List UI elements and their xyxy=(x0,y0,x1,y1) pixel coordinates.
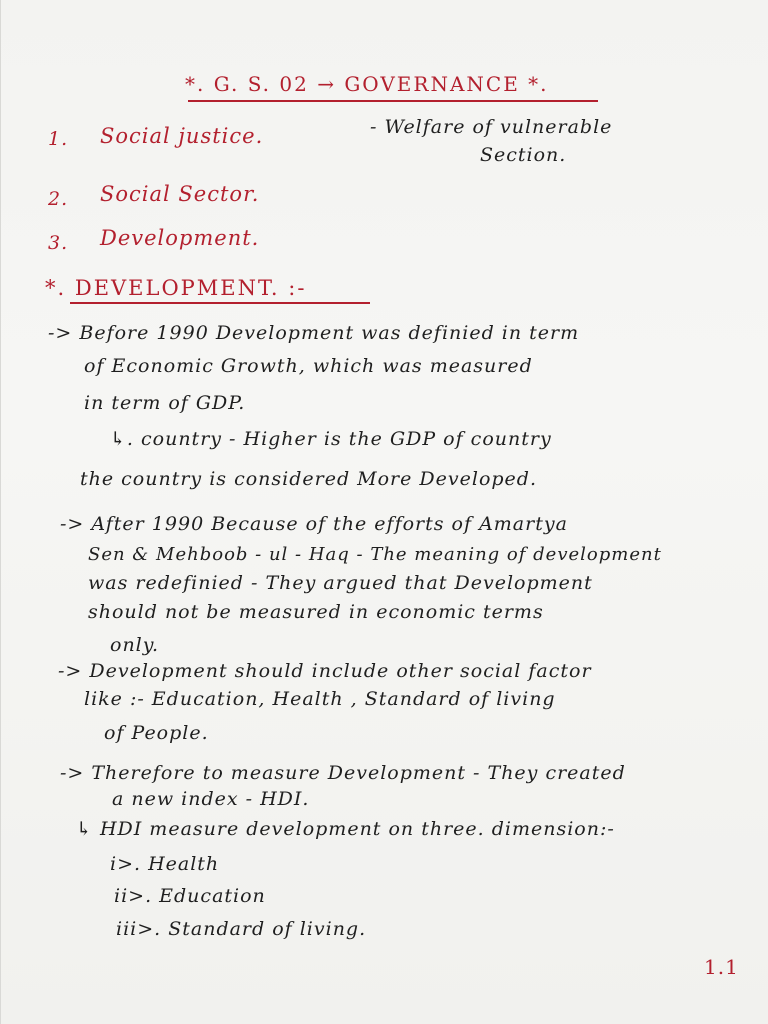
dimension-item: iii>. Standard of living. xyxy=(116,918,367,940)
note-line: -> After 1990 Because of the efforts of Amartya xyxy=(60,513,568,535)
note-line: only. xyxy=(110,634,160,656)
note-line: -> Before 1990 Development was definied in term xyxy=(48,322,580,344)
title-underline xyxy=(188,100,598,102)
topic-1-number: 1. xyxy=(48,128,69,150)
note-line: ↳ HDI measure development on three. dimension:- xyxy=(76,818,615,840)
page-number: 1.1 xyxy=(704,955,739,979)
topic-1-label: Social justice. xyxy=(100,124,264,148)
note-line: of People. xyxy=(104,722,209,744)
note-line: was redefinied - They argued that Development xyxy=(88,572,593,594)
note-line: like :- Education, Health , Standard of living xyxy=(84,688,556,710)
topic-1-note: - Welfare of vulnerable xyxy=(370,116,613,138)
page-title: *. G. S. 02 → GOVERNANCE *. xyxy=(185,72,549,96)
topic-1-note-cont: Section. xyxy=(480,144,567,166)
note-line: ↳. country - Higher is the GDP of country xyxy=(110,428,552,450)
dimension-item: i>. Health xyxy=(110,853,220,875)
note-line: -> Development should include other social factor xyxy=(58,660,592,682)
topic-3-number: 3. xyxy=(48,232,69,254)
note-line: a new index - HDI. xyxy=(112,788,310,810)
section-heading: *. DEVELOPMENT. :- xyxy=(45,276,307,300)
note-line: should not be measured in economic terms xyxy=(88,601,544,623)
section-heading-underline xyxy=(70,302,370,304)
topic-2-number: 2. xyxy=(48,188,69,210)
topic-3-label: Development. xyxy=(100,226,260,250)
topic-2-label: Social Sector. xyxy=(100,182,260,206)
note-line: in term of GDP. xyxy=(84,392,246,414)
note-line: the country is considered More Developed. xyxy=(80,468,537,490)
dimension-item: ii>. Education xyxy=(114,885,266,907)
note-line: -> Therefore to measure Development - They created xyxy=(60,762,626,784)
note-line: of Economic Growth, which was measured xyxy=(84,355,533,377)
note-line: Sen & Mehboob - ul - Haq - The meaning of development xyxy=(88,544,662,565)
